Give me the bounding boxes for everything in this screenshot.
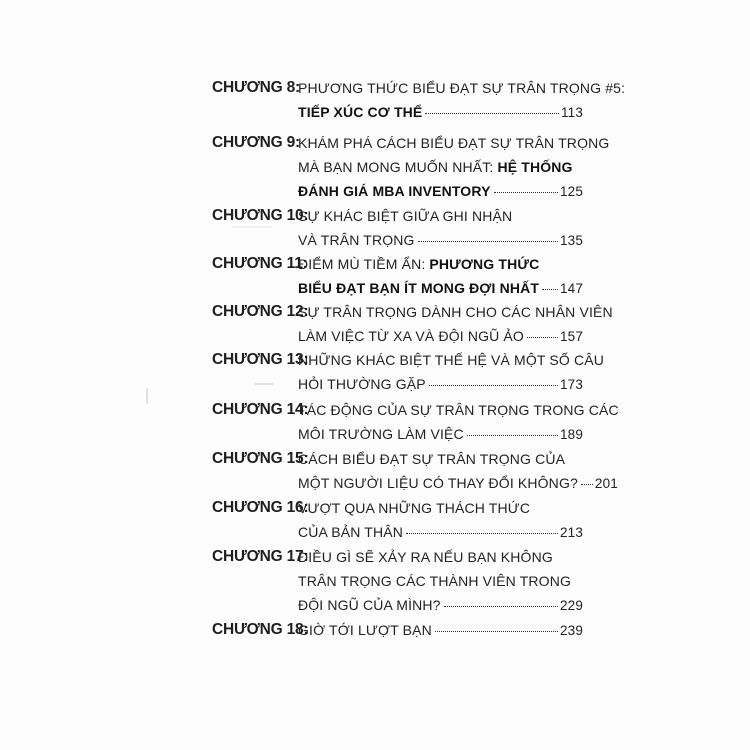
chapter-number: CHƯƠNG 9: (212, 134, 301, 151)
chapter-title-line (298, 228, 583, 252)
page-number: 189 (560, 427, 583, 442)
dot-leader (494, 192, 558, 193)
chapter-title (298, 618, 583, 642)
chapter-number: CHƯƠNG 12: (212, 303, 309, 320)
dot-leader (527, 337, 558, 338)
chapter-number: CHƯƠNG 17: (212, 548, 309, 565)
page-number: 229 (560, 598, 583, 613)
chapter-title-line (298, 398, 619, 422)
title-text: ĐIỀU GÌ SẼ XẢY RA NẾU BẠN KHÔNG (298, 549, 553, 565)
chapter-title-line (298, 422, 583, 446)
title-text: KHÁM PHÁ CÁCH BIỂU ĐẠT SỰ TRÂN TRỌNG (298, 135, 610, 151)
title-text: TÁC ĐỘNG CỦA SỰ TRÂN TRỌNG TRONG CÁC (298, 402, 619, 418)
page-number: 173 (560, 377, 583, 392)
title-text: SỰ TRÂN TRỌNG DÀNH CHO CÁC NHÂN VIÊN (298, 304, 613, 320)
chapter-title (298, 496, 583, 544)
chapter-title-line (298, 204, 583, 228)
chapter-title (298, 76, 626, 124)
title-text: MÀ BẠN MONG MUỐN NHẤT: (298, 159, 498, 175)
page-number: 135 (560, 233, 583, 248)
chapter-title (298, 348, 604, 396)
chapter-title-line (298, 252, 583, 276)
title-text: PHƯƠNG THỨC (429, 256, 540, 272)
chapter-title-line (298, 471, 618, 495)
chapter-title-line (298, 447, 583, 471)
dot-leader (467, 435, 558, 436)
chapter-title-line (298, 155, 583, 179)
chapter-title-line (298, 276, 583, 300)
chapter-title (298, 252, 583, 300)
chapter-title (298, 545, 583, 617)
chapter-title-line (298, 179, 583, 203)
chapter-title (298, 447, 618, 495)
dot-leader (429, 385, 558, 386)
page-number: 213 (560, 525, 583, 540)
page-number: 113 (561, 105, 583, 120)
title-text: SỰ KHÁC BIỆT GIỮA GHI NHẬN (298, 208, 513, 224)
page-number: 157 (560, 329, 583, 344)
chapter-number: CHƯƠNG 13: (212, 351, 309, 368)
chapter-title (298, 204, 583, 252)
chapter-number: CHƯƠNG 11: (212, 255, 308, 272)
dot-leader (425, 113, 559, 114)
chapter-number: CHƯƠNG 18: (212, 621, 309, 638)
chapter-title-line (298, 131, 610, 155)
title-text: BIỂU ĐẠT BẠN ÍT MONG ĐỢI NHẤT (298, 280, 540, 296)
chapter-title-line (298, 618, 583, 642)
dot-leader (418, 241, 558, 242)
title-text: ĐỘI NGŨ CỦA MÌNH? (298, 597, 441, 613)
title-text: TRÂN TRỌNG CÁC THÀNH VIÊN TRONG (298, 573, 572, 589)
title-text: PHƯƠNG THỨC BIỂU ĐẠT SỰ TRÂN TRỌNG #5: (298, 80, 626, 96)
dot-leader (406, 533, 558, 534)
chapter-title-line (298, 545, 583, 569)
title-text: MÔI TRƯỜNG LÀM VIỆC (298, 426, 464, 442)
title-text: NHỮNG KHÁC BIỆT THẾ HỆ VÀ MỘT SỐ CÂU (298, 352, 604, 368)
dot-leader (581, 484, 593, 485)
title-text: GIỜ TỚI LƯỢT BẠN (298, 622, 432, 638)
title-text: HỎI THƯỜNG GẶP (298, 376, 426, 392)
title-text: TIẾP XÚC CƠ THỂ (298, 104, 423, 120)
chapter-title-line (298, 569, 583, 593)
title-text: HỆ THỐNG (497, 159, 573, 175)
chapter-title-line (298, 76, 626, 100)
chapter-title-line (298, 372, 583, 396)
dot-leader (444, 606, 558, 607)
chapter-title (298, 300, 613, 348)
chapter-title-line (298, 520, 583, 544)
title-text: CÁCH BIỂU ĐẠT SỰ TRÂN TRỌNG CỦA (298, 451, 566, 467)
chapter-title (298, 398, 619, 446)
page-number: 147 (560, 281, 583, 296)
title-text: MỘT NGƯỜI LIỆU CÓ THAY ĐỔI KHÔNG? (298, 475, 578, 491)
page-number: 201 (594, 476, 618, 491)
chapter-title-line (298, 300, 613, 324)
chapter-title (298, 131, 610, 203)
title-text: VÀ TRÂN TRỌNG (298, 232, 415, 248)
chapter-number: CHƯƠNG 8: (212, 79, 301, 96)
chapter-title-line (298, 100, 583, 124)
title-text: ĐÁNH GIÁ MBA INVENTORY (298, 183, 491, 199)
chapter-title-line (298, 496, 583, 520)
page-number: 125 (560, 184, 583, 199)
dot-leader (542, 289, 558, 290)
dot-leader (435, 631, 558, 632)
chapter-number: CHƯƠNG 14: (212, 401, 309, 418)
title-text: VƯỢT QUA NHỮNG THÁCH THỨC (298, 500, 531, 516)
title-text: ĐIỂM MÙ TIỀM ẨN: (298, 256, 430, 272)
chapter-number: CHƯƠNG 10: (212, 207, 309, 224)
chapter-title-line (298, 348, 604, 372)
chapter-title-line (298, 593, 583, 617)
title-text: LÀM VIỆC TỪ XA VÀ ĐỘI NGŨ ẢO (298, 328, 524, 344)
page-number: 239 (560, 623, 583, 638)
title-text: CỦA BẢN THÂN (298, 524, 404, 540)
chapter-number: CHƯƠNG 15: (212, 450, 309, 467)
chapter-title-line (298, 324, 583, 348)
chapter-number: CHƯƠNG 16: (212, 499, 309, 516)
